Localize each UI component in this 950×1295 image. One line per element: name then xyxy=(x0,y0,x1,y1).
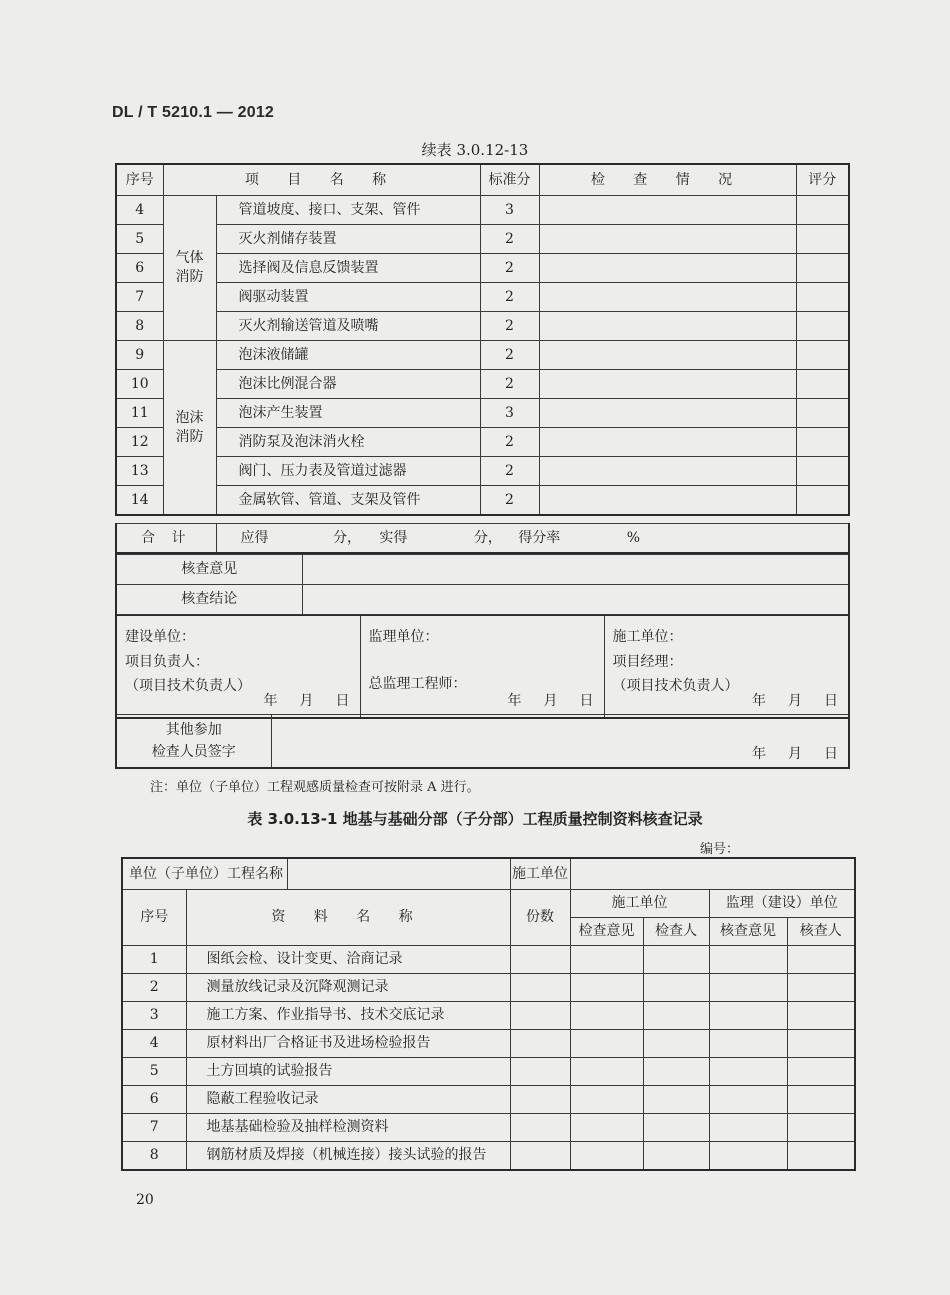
table-row xyxy=(116,341,849,370)
builder-unit-label: 施工单位： xyxy=(612,629,683,645)
checker-field[interactable] xyxy=(643,1058,709,1086)
table-row xyxy=(116,428,849,457)
item-name: 选择阀及信息反馈装置 xyxy=(216,254,480,283)
standard-score: 3 xyxy=(480,196,539,225)
row-no: 5 xyxy=(122,1058,186,1086)
table-row xyxy=(122,1086,855,1114)
check-opinion-field[interactable] xyxy=(570,1086,643,1114)
document-name: 隐蔽工程验收记录 xyxy=(186,1086,510,1114)
t2-header-no: 序号 xyxy=(122,890,186,946)
table-row xyxy=(122,1142,855,1171)
row-no: 10 xyxy=(116,370,163,399)
standard-score: 2 xyxy=(480,486,539,516)
signature-table xyxy=(115,614,850,719)
table-row xyxy=(122,1058,855,1086)
item-name: 泡沫比例混合器 xyxy=(216,370,480,399)
row-no: 12 xyxy=(116,428,163,457)
standard-score: 2 xyxy=(480,225,539,254)
check-status-field[interactable] xyxy=(539,196,796,225)
category-label: 泡沫 消防 xyxy=(163,341,216,516)
tech-leader-label: （项目技术负责人） xyxy=(125,678,251,694)
reviewer-field[interactable] xyxy=(787,1030,855,1058)
reviewer-field[interactable] xyxy=(787,1142,855,1171)
supervision-unit-cell[interactable] xyxy=(360,615,604,719)
copies-field[interactable] xyxy=(510,1114,570,1142)
review-opinion-field[interactable] xyxy=(709,946,787,974)
check-status-field[interactable] xyxy=(539,370,796,399)
score-field[interactable] xyxy=(796,283,849,312)
table-row xyxy=(122,974,855,1002)
score-field[interactable] xyxy=(796,225,849,254)
builder-label: 施工单位 xyxy=(510,858,570,890)
header-no: 序号 xyxy=(116,164,163,196)
reviewer-field[interactable] xyxy=(787,974,855,1002)
row-no: 6 xyxy=(122,1086,186,1114)
review-opinion-field[interactable] xyxy=(709,1086,787,1114)
builder-field[interactable] xyxy=(570,858,855,890)
item-name: 消防泵及泡沫消火栓 xyxy=(216,428,480,457)
reviewer-field[interactable] xyxy=(787,1058,855,1086)
table-row xyxy=(122,946,855,974)
row-no: 7 xyxy=(116,283,163,312)
item-name: 泡沫液储罐 xyxy=(216,341,480,370)
row-no: 9 xyxy=(116,341,163,370)
supervision-unit-label: 监理单位： xyxy=(368,629,439,645)
row-no: 5 xyxy=(116,225,163,254)
builder-unit-cell[interactable] xyxy=(604,615,849,719)
copies-field[interactable] xyxy=(510,1058,570,1086)
document-name: 图纸会检、设计变更、洽商记录 xyxy=(186,946,510,974)
table-row xyxy=(116,399,849,428)
row-no: 11 xyxy=(116,399,163,428)
inspection-table xyxy=(115,163,850,516)
check-status-field[interactable] xyxy=(539,428,796,457)
row-no: 1 xyxy=(122,946,186,974)
project-name-row xyxy=(122,858,510,890)
checker-field[interactable] xyxy=(643,1030,709,1058)
check-opinion-field[interactable] xyxy=(570,974,643,1002)
table-row xyxy=(116,283,849,312)
reviewer-field[interactable] xyxy=(787,1114,855,1142)
review-conclusion-field[interactable] xyxy=(302,585,849,616)
standard-score: 2 xyxy=(480,370,539,399)
check-opinion-field[interactable] xyxy=(570,946,643,974)
score-field[interactable] xyxy=(796,370,849,399)
reviewer-field[interactable] xyxy=(787,946,855,974)
standard-score: 3 xyxy=(480,399,539,428)
project-name-label: 单位（子单位）工程名称 xyxy=(129,859,288,889)
row-no: 8 xyxy=(116,312,163,341)
row-no: 7 xyxy=(122,1114,186,1142)
document-name: 原材料出厂合格证书及进场检验报告 xyxy=(186,1030,510,1058)
checker-field[interactable] xyxy=(643,974,709,1002)
copies-field[interactable] xyxy=(510,1002,570,1030)
row-no: 13 xyxy=(116,457,163,486)
builder-tech-leader-label: （项目技术负责人） xyxy=(612,678,739,694)
check-status-field[interactable] xyxy=(539,312,796,341)
table-row xyxy=(116,457,849,486)
copies-field[interactable] xyxy=(510,1142,570,1171)
score-field[interactable] xyxy=(796,486,849,516)
total-should: 应得 xyxy=(240,529,269,546)
score-field[interactable] xyxy=(796,428,849,457)
copies-field[interactable] xyxy=(510,1030,570,1058)
item-name: 管道坡度、接口、支架、管件 xyxy=(216,196,480,225)
item-name: 灭火剂输送管道及喷嘴 xyxy=(216,312,480,341)
others-table xyxy=(115,714,850,769)
review-opinion-field[interactable] xyxy=(709,974,787,1002)
check-status-field[interactable] xyxy=(539,341,796,370)
table-note: 注：单位（子单位）工程观感质量检查可按附录 A 进行。 xyxy=(150,780,480,795)
standard-score: 2 xyxy=(480,428,539,457)
score-field[interactable] xyxy=(796,457,849,486)
review-opinion-field[interactable] xyxy=(302,555,849,585)
check-status-field[interactable] xyxy=(539,399,796,428)
score-field[interactable] xyxy=(796,341,849,370)
t2-header-supervisor: 监理（建设）单位 xyxy=(709,890,855,918)
category-label: 气体 消防 xyxy=(163,196,216,341)
review-opinion-field[interactable] xyxy=(709,1058,787,1086)
header-std-score: 标准分 xyxy=(480,164,539,196)
others-label-line2: 检查人员签字 xyxy=(151,744,236,760)
t2-header-copies: 份数 xyxy=(510,890,570,946)
document-name: 地基基础检验及抽样检测资料 xyxy=(186,1114,510,1142)
check-status-field[interactable] xyxy=(539,254,796,283)
score-field[interactable] xyxy=(796,254,849,283)
table1-title: 续表 3.0.12-13 xyxy=(421,141,529,159)
others-label-line1: 其他参加 xyxy=(165,721,222,738)
page-number: 20 xyxy=(136,1192,154,1208)
standard-score: 2 xyxy=(480,312,539,341)
standard-score: 2 xyxy=(480,457,539,486)
chief-supervisor-label: 总监理工程师： xyxy=(368,675,467,692)
t2-header-check-opinion: 检查意见 xyxy=(570,918,643,946)
check-status-field[interactable] xyxy=(539,486,796,516)
copies-field[interactable] xyxy=(510,1086,570,1114)
standard-score: 2 xyxy=(480,254,539,283)
table-row xyxy=(116,370,849,399)
copies-field[interactable] xyxy=(510,946,570,974)
total-label: 合 计 xyxy=(116,524,216,554)
review-opinion-field[interactable] xyxy=(709,1142,787,1171)
header-item: 项 目 名 称 xyxy=(163,164,480,196)
table-row xyxy=(116,225,849,254)
total-row xyxy=(216,524,849,554)
row-no: 8 xyxy=(122,1142,186,1171)
check-status-field[interactable] xyxy=(539,283,796,312)
row-no: 4 xyxy=(122,1030,186,1058)
review-opinion-field[interactable] xyxy=(709,1114,787,1142)
review-conclusion-label: 核查结论 xyxy=(116,585,302,616)
item-name: 阀门、压力表及管道过滤器 xyxy=(216,457,480,486)
score-field[interactable] xyxy=(796,312,849,341)
document-name: 测量放线记录及沉降观测记录 xyxy=(186,974,510,1002)
review-opinion-field[interactable] xyxy=(709,1030,787,1058)
copies-field[interactable] xyxy=(510,974,570,1002)
reviewer-field[interactable] xyxy=(787,1086,855,1114)
total-percent: % xyxy=(626,529,641,546)
row-no: 2 xyxy=(122,974,186,1002)
document-name: 土方回填的试验报告 xyxy=(186,1058,510,1086)
total-actual: 实得 xyxy=(379,529,408,546)
check-opinion-field[interactable] xyxy=(570,1058,643,1086)
check-status-field[interactable] xyxy=(539,457,796,486)
review-table xyxy=(115,554,850,616)
document-name: 钢筋材质及焊接（机械连接）接头试验的报告 xyxy=(186,1142,510,1171)
records-table xyxy=(121,857,856,1171)
standard-score: 2 xyxy=(480,341,539,370)
table-row xyxy=(122,1002,855,1030)
table-row xyxy=(122,1114,855,1142)
t2-header-reviewer: 核查人 xyxy=(787,918,855,946)
row-no: 14 xyxy=(116,486,163,516)
reviewer-field[interactable] xyxy=(787,1002,855,1030)
checker-field[interactable] xyxy=(643,946,709,974)
construction-unit-cell[interactable] xyxy=(116,615,360,719)
score-field[interactable] xyxy=(796,399,849,428)
item-name: 阀驱动装置 xyxy=(216,283,480,312)
others-label xyxy=(116,715,271,769)
total-unit2: 分， xyxy=(473,529,502,546)
check-opinion-field[interactable] xyxy=(570,1002,643,1030)
project-manager-label: 项目经理： xyxy=(612,653,683,670)
row-no: 4 xyxy=(116,196,163,225)
table-row xyxy=(116,486,849,516)
document-name: 施工方案、作业指导书、技术交底记录 xyxy=(186,1002,510,1030)
t2-header-review-opinion: 核查意见 xyxy=(709,918,787,946)
check-status-field[interactable] xyxy=(539,225,796,254)
item-name: 灭火剂储存装置 xyxy=(216,225,480,254)
total-rate: 得分率 xyxy=(518,529,561,546)
inspection-footer xyxy=(115,523,850,554)
t2-header-builder: 施工单位 xyxy=(570,890,709,918)
serial-number-label: 编号： xyxy=(700,842,740,857)
header-check: 检 查 情 况 xyxy=(539,164,796,196)
check-opinion-field[interactable] xyxy=(570,1142,643,1171)
others-date: 年 月 日 xyxy=(752,746,838,763)
check-opinion-field[interactable] xyxy=(570,1114,643,1142)
review-opinion-label: 核查意见 xyxy=(116,555,302,585)
row-no: 3 xyxy=(122,1002,186,1030)
checker-field[interactable] xyxy=(643,1086,709,1114)
supervision-date: 年 月 日 xyxy=(507,692,594,709)
project-leader-label: 项目负责人： xyxy=(125,653,209,670)
construction-unit-label: 建设单位： xyxy=(125,629,195,645)
construction-date: 年 月 日 xyxy=(263,692,350,709)
checker-field[interactable] xyxy=(643,1002,709,1030)
item-name: 泡沫产生装置 xyxy=(216,399,480,428)
standard-code: DL / T 5210.1 — 2012 xyxy=(112,104,275,121)
header-score: 评分 xyxy=(796,164,849,196)
row-no: 6 xyxy=(116,254,163,283)
review-opinion-field[interactable] xyxy=(709,1002,787,1030)
t2-header-checker: 检查人 xyxy=(643,918,709,946)
table-row xyxy=(122,1030,855,1058)
table-row xyxy=(116,254,849,283)
others-signature-field[interactable] xyxy=(271,715,849,769)
checker-field[interactable] xyxy=(643,1142,709,1171)
total-unit1: 分， xyxy=(332,529,361,546)
check-opinion-field[interactable] xyxy=(570,1030,643,1058)
item-name: 金属软管、管道、支架及管件 xyxy=(216,486,480,516)
table2-title: 表 3.0.13-1 地基与基础分部（子分部）工程质量控制资料核查记录 xyxy=(247,810,703,828)
t2-header-doc: 资 料 名 称 xyxy=(186,890,510,946)
standard-score: 2 xyxy=(480,283,539,312)
table-row xyxy=(116,312,849,341)
builder-date: 年 月 日 xyxy=(752,692,838,709)
table-row xyxy=(116,196,849,225)
score-field[interactable] xyxy=(796,196,849,225)
checker-field[interactable] xyxy=(643,1114,709,1142)
